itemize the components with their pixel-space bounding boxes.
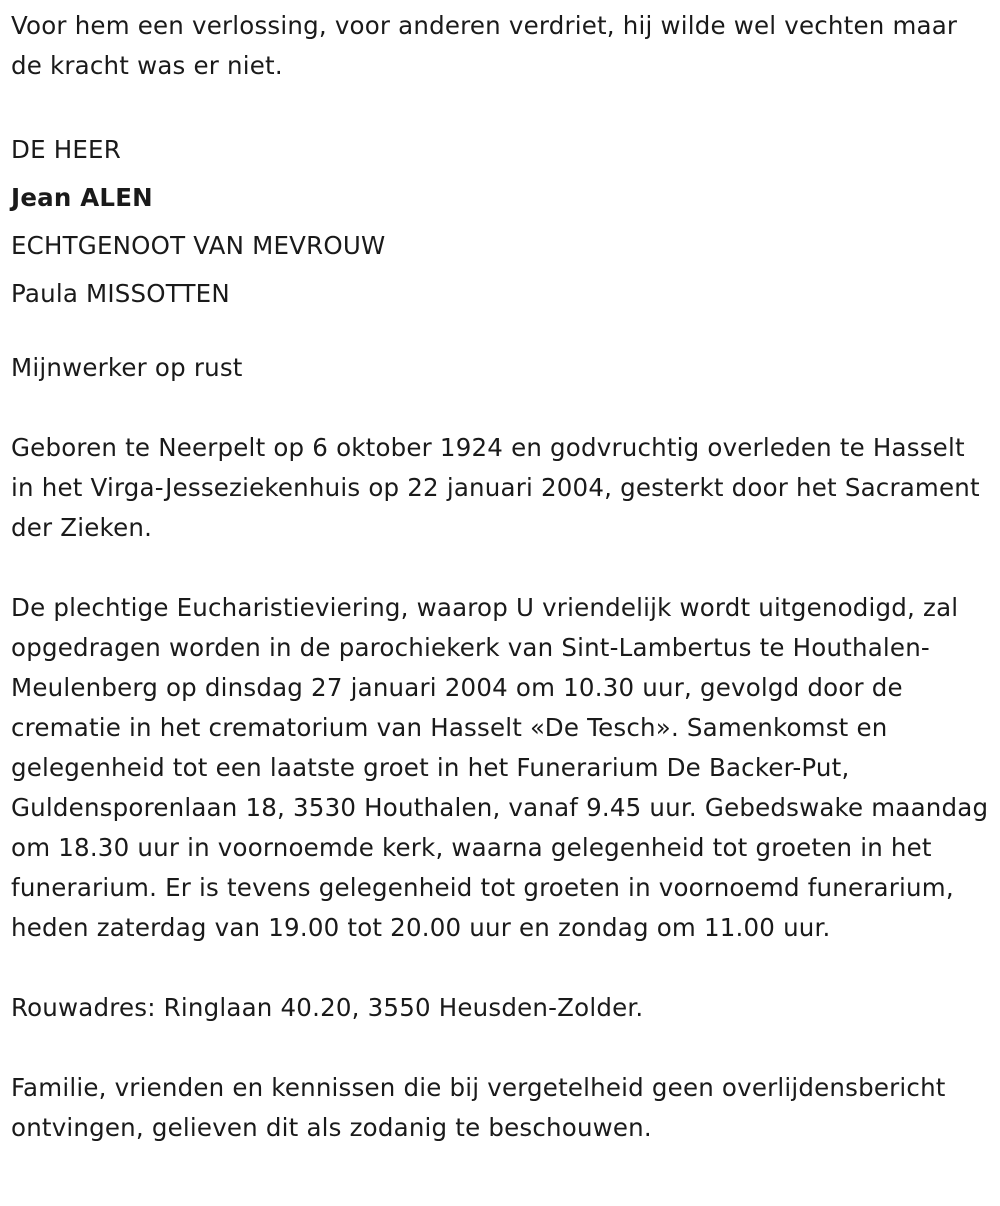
birth-death-text: Geboren te Neerpelt op 6 oktober 1924 en godvruchtig overleden te Hasselt in het Virga-Jesseziekenhuis op 22 januari 2004, gesterkt door het Sacrament der Zieken. bbox=[11, 433, 980, 542]
address-text: Rouwadres: Ringlaan 40.20, 3550 Heusden-Zolder. bbox=[11, 993, 644, 1022]
closing-text: Familie, vrienden en kennissen die bij vergetelheid geen overlijdensbericht ontvingen, gelieven dit als zodanig te beschouwen. bbox=[11, 1073, 946, 1142]
spacer bbox=[11, 1028, 991, 1068]
honorific-title: DE HEER bbox=[11, 135, 121, 164]
death-notice bbox=[11, 6, 991, 1148]
motto-text: Voor hem een verlossing, voor anderen verdriet, hij wilde wel vechten maar de kracht was er niet. bbox=[11, 11, 958, 80]
spouse-name: Paula MISSOTTEN bbox=[11, 279, 230, 308]
deceased-name: Jean ALEN bbox=[11, 183, 153, 212]
spacer bbox=[11, 948, 991, 988]
spacer bbox=[11, 86, 991, 126]
name-block bbox=[11, 126, 991, 318]
spacer bbox=[11, 548, 991, 588]
spouse-label: ECHTGENOOT VAN MEVROUW bbox=[11, 231, 386, 260]
spacer bbox=[11, 388, 991, 428]
spacer bbox=[11, 318, 991, 348]
ceremony-text: De plechtige Eucharistieviering, waarop U vriendelijk wordt uitgenodigd, zal opgedragen worden in de parochiekerk van Sint-Lambertus te Houthalen-Meulenberg op dinsdag 27 januari 2004 om 10.30 uur, gevolgd door de crematie in het crematorium van Hasselt «De Tesch». Samenkomst en gelegenheid tot een laatste groet in het Funerarium De Backer-Put, Guldensporenlaan 18, 3530 Houthalen, vanaf 9.45 uur. Gebedswake maandag om 18.30 uur in voornoemde kerk, waarna gelegenheid tot groeten in het funerarium. Er is tevens gelegenheid tot groeten in voornoemd funerarium, heden zaterdag van 19.00 tot 20.00 uur en zondag om 11.00 uur. bbox=[11, 593, 989, 942]
occupation-text: Mijnwerker op rust bbox=[11, 353, 243, 382]
